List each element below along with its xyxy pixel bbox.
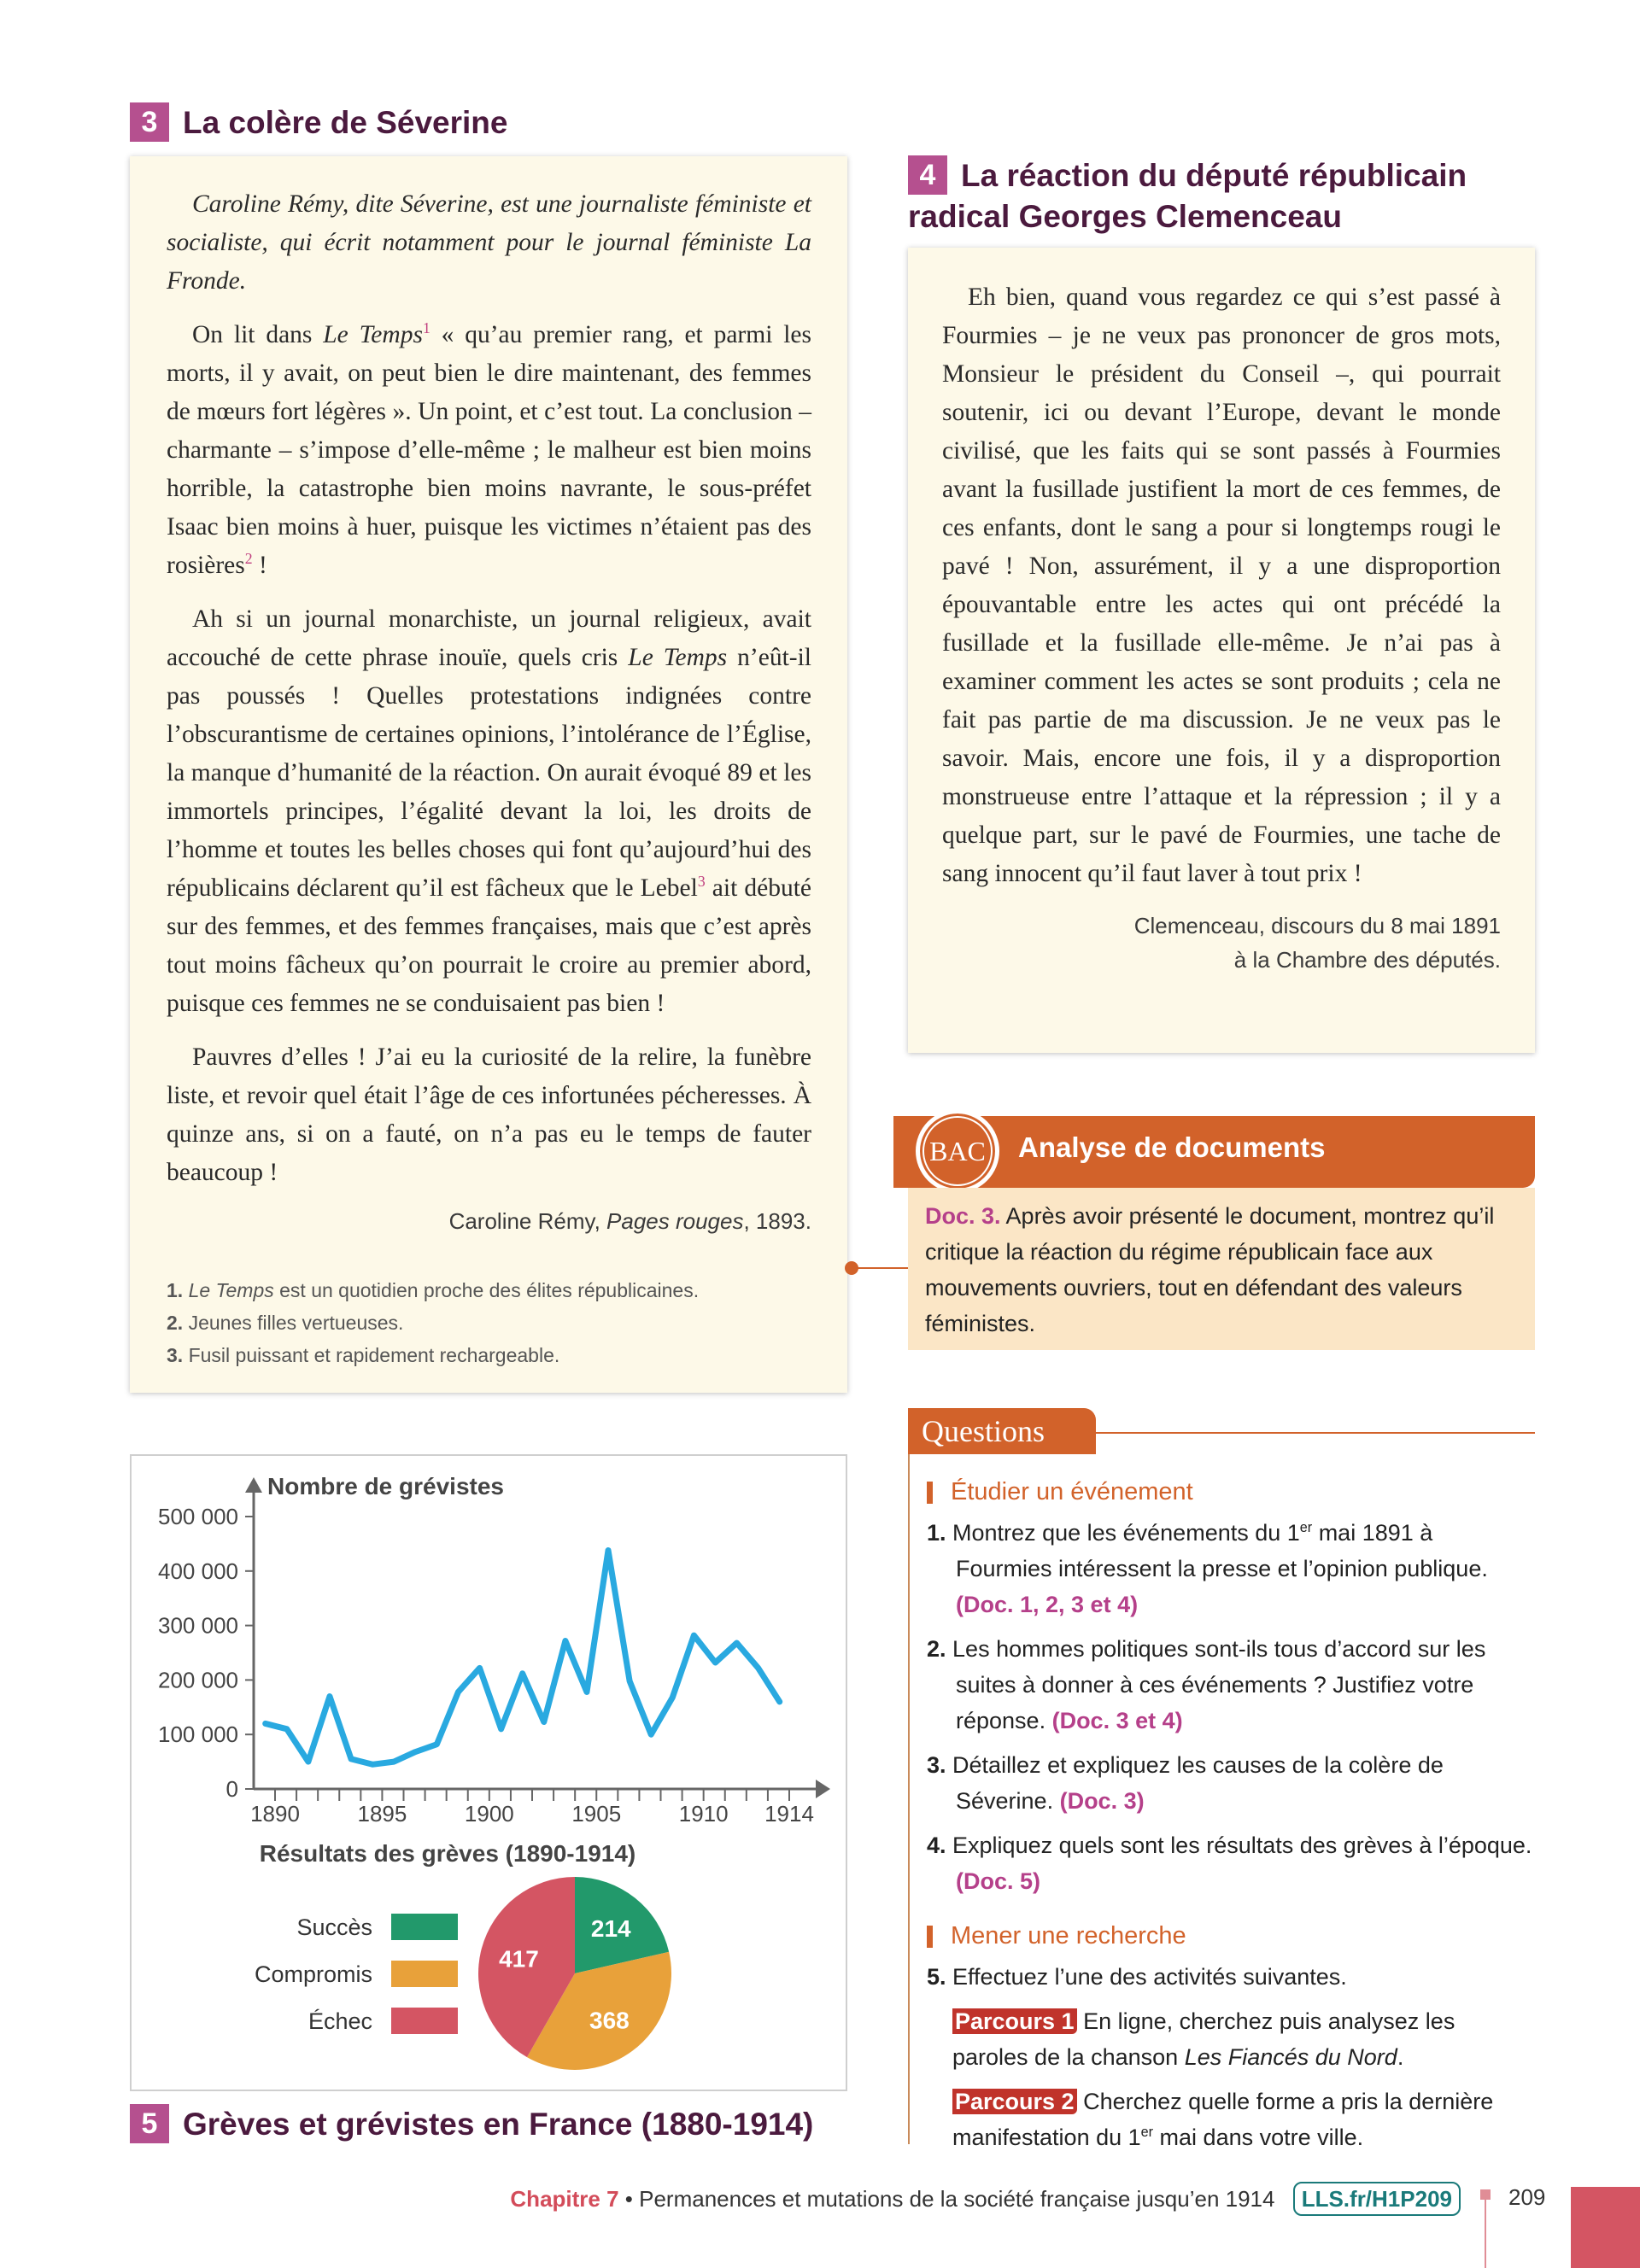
text-segment: « qu’au premier rang, et parmi les morts, il y avait, on peut bien le dire maintenant, des femmes de mœurs fort légères ». Un point, et c’est tout. La conclusion – charmante – s’impose d’elle-même ; le malheur est bien moins horrible, la catastrophe bien moins navrante, le sous-préfet Isaac bien moins à huer, puisque les victimes n’étaient pas des rosières [167, 321, 812, 579]
x-tick-label: 1890 [250, 1801, 300, 1827]
x-tick-label: 1914 [764, 1801, 814, 1827]
text-segment: Pages rouges [606, 1208, 744, 1234]
section-heading: Étudier un événement [927, 1474, 1535, 1510]
text-segment: Effectuez l’une des activités suivantes. [946, 1964, 1347, 1990]
text-segment: mai dans votre ville. [1153, 2125, 1364, 2150]
text-segment: er [1140, 2125, 1154, 2140]
doc4-text: Eh bien, quand vous regardez ce qui s’est passé à Fourmies – je ne veux pas prononcer de gros mots, Monsieur le président du Conseil –, qui pourrait soutenir, ici ou devant l’Europe, devant le monde civilisé, que les faits qui se sont passés à Fourmies avant la fusillade justifient la mort de ces femmes, de ces enfants, dont le sang a pour si longtemps rougi le pavé ! Non, assurément, il y a une disproportion épouvantable entre les actes qui ont précédé la fusillade et la fusillade elle-même. Je n’ai pas à examiner comment les actes se sont produits ; cela ne fait pas partie de ma discussion. Je ne veux pas le savoir. Mais, encore une fois, il y a disproportion monstrueuse entre l’attaque et la répression ; il y a quelque part, sur le pavé de Fourmies, une tache de sang innocent qu’il faut laver à tout prix ! [942, 284, 1501, 887]
source-line: à la Chambre des députés. [1233, 947, 1501, 973]
y-tick-label: 100 000 [158, 1721, 238, 1748]
doc-number: 4 [908, 155, 947, 195]
section-heading: Mener une recherche [927, 1918, 1535, 1954]
text-segment: Cherchez quelle forme a pris la dernière manifestation du 1 [952, 2089, 1494, 2150]
doc-ref: (Doc. 3) [1059, 1788, 1145, 1814]
text-segment: Le Temps [188, 1279, 274, 1301]
text-segment: 2. [167, 1312, 184, 1334]
text-segment: 1. [167, 1279, 184, 1301]
x-axis-arrow [816, 1780, 830, 1798]
doc-title: La réaction du député républicain radical Georges Clemenceau [908, 158, 1467, 234]
doc-ref: (Doc. 3 et 4) [1051, 1708, 1183, 1733]
bac-badge: BAC [916, 1109, 999, 1193]
text-segment: ait débuté sur des femmes, et des femmes françaises, mais que c’est après tout moins fâcheux qu’on pourrait le croire au premier abord, puisque ces femmes ne se conduisaient pas bien ! [167, 874, 812, 1017]
legend-swatch [391, 1914, 458, 1940]
page-number: 209 [1508, 2184, 1546, 2210]
parcours-badge: Parcours 2 [952, 2089, 1077, 2114]
legend-label: Succès [296, 1914, 372, 1940]
text-segment: 1. [927, 1520, 946, 1546]
doc-title: La colère de Séverine [183, 105, 508, 140]
x-tick-label: 1905 [571, 1801, 622, 1827]
doc-title: Grèves et grévistes en France (1880-1914) [183, 2107, 814, 2142]
bac-title: Analyse de documents [1018, 1131, 1326, 1163]
text-segment: 3. [927, 1752, 946, 1778]
y-axis-label: Nombre de grévistes [267, 1473, 504, 1499]
doc-number: 5 [130, 2104, 169, 2143]
text-segment: n’eût-il pas poussés ! Quelles protestations indignées contre l’obscurantisme de certaines opinions, l’intolérance de l’Église, la manque d’humanité de la réaction. On aurait évoqué 89 et les immortels principes, l’égalité devant la loi, les droits de l’homme et toutes les belles choses qui font qu’aujourd’hui des républicains déclarent qu’il est fâcheux que le Lebel [167, 644, 811, 902]
x-tick-label: 1900 [464, 1801, 514, 1827]
doc-ref: (Doc. 1, 2, 3 et 4) [956, 1592, 1139, 1617]
doc-ref: Doc. 3. [925, 1203, 1001, 1229]
text-segment: 3. [167, 1344, 184, 1366]
strikers-line [266, 1551, 780, 1765]
y-axis-arrow [245, 1477, 262, 1493]
y-tick-label: 200 000 [158, 1667, 238, 1693]
text-segment: mai 1891 à Fourmies intéressent la presse et l’opinion publique. [956, 1520, 1488, 1581]
text-segment: , 1893. [743, 1208, 811, 1234]
text-segment: Le Temps [628, 644, 728, 671]
legend-swatch [391, 1961, 458, 1987]
page-marker-line [1485, 2200, 1486, 2268]
footnote-ref: 2 [244, 550, 253, 568]
text-segment: 2. [927, 1636, 946, 1662]
page-tab [1571, 2187, 1640, 2268]
text-segment: . [1397, 2044, 1404, 2070]
pie-value-label: 368 [589, 2007, 630, 2034]
chapter-title: Permanences et mutations de la société française jusqu’en 1914 [639, 2186, 1275, 2212]
text-segment: Ah si un journal monarchiste, un journal religieux, avait accouché de cette phrase inouïe, quels cris [167, 605, 811, 671]
page-marker [1480, 2189, 1491, 2200]
separator: • [618, 2186, 640, 2212]
text-segment: La Fronde. [167, 229, 811, 295]
doc5-heading [130, 2104, 813, 2145]
y-tick-label: 500 000 [158, 1504, 238, 1529]
text-segment: ! [252, 552, 267, 579]
text-segment: Caroline Rémy, dite Séverine, est une journaliste féministe et socialiste, qui écrit notamment pour le journal féministe [167, 190, 811, 256]
text-segment: Pauvres d’elles ! J’ai eu la curiosité de la relire, la funèbre liste, et revoir quel était l’âge de ces infortunées pécheresses. À quinze ans, si on a fauté, on n’a pas eu le temps de fauter beaucoup ! [167, 1043, 811, 1186]
source-line: Clemenceau, discours du 8 mai 1891 [1133, 913, 1501, 938]
bac-question: Après avoir présenté le document, montrez qu’il critique la réaction du régime républicain face aux mouvements ouvriers, tout en défendant des valeurs féministes. [925, 1203, 1495, 1336]
doc-ref: (Doc. 5) [956, 1868, 1041, 1894]
text-segment: En ligne, cherchez puis analysez les paroles de la chanson [952, 2008, 1456, 2070]
text-segment: Le Temps [323, 321, 423, 348]
footnote-ref: 1 [422, 319, 430, 337]
footer [510, 2182, 1461, 2216]
pie-value-label: 214 [590, 1914, 631, 1942]
text-segment: er [1299, 1520, 1313, 1535]
legend-label: Échec [308, 2008, 372, 2034]
y-tick-label: 0 [226, 1776, 238, 1802]
text-segment: Expliquez quels sont les résultats des grèves à l’époque. [946, 1833, 1532, 1858]
legend-label: Compromis [254, 1961, 372, 1987]
y-tick-label: 300 000 [158, 1612, 238, 1639]
text-segment: Les hommes politiques sont-ils tous d’accord sur les suites à donner à ces événements ? Justifiez votre réponse. [946, 1636, 1486, 1733]
text-segment: est un quotidien proche des élites républicaines. [273, 1279, 700, 1301]
text-segment: Les Fiancés du Nord [1184, 2044, 1397, 2070]
doc-number: 3 [130, 102, 169, 142]
text-segment: 5. [927, 1964, 946, 1990]
chapter-label: Chapitre 7 [510, 2186, 619, 2212]
text-segment: 4. [927, 1833, 946, 1858]
text-segment: On lit dans [192, 321, 324, 348]
legend-swatch [391, 2008, 458, 2034]
y-tick-label: 400 000 [158, 1558, 238, 1584]
text-segment: Jeunes filles vertueuses. [183, 1312, 404, 1334]
x-tick-label: 1910 [678, 1801, 729, 1827]
questions-header: Questions [908, 1408, 1096, 1454]
lls-link[interactable]: LLS.fr/H1P209 [1293, 2182, 1461, 2216]
text-segment: Montrez que les événements du 1 [946, 1520, 1300, 1546]
parcours-badge: Parcours 1 [952, 2008, 1077, 2034]
text-segment: Détaillez et expliquez les causes de la colère de Séverine. [946, 1752, 1444, 1814]
text-segment: Caroline Rémy, [448, 1208, 607, 1234]
pie-value-label: 417 [499, 1945, 539, 1973]
footnote-ref: 3 [697, 873, 706, 891]
pie-title: Résultats des grèves (1890-1914) [259, 1840, 636, 1867]
text-segment: Fusil puissant et rapidement rechargeable. [183, 1344, 560, 1366]
x-tick-label: 1895 [357, 1801, 407, 1827]
